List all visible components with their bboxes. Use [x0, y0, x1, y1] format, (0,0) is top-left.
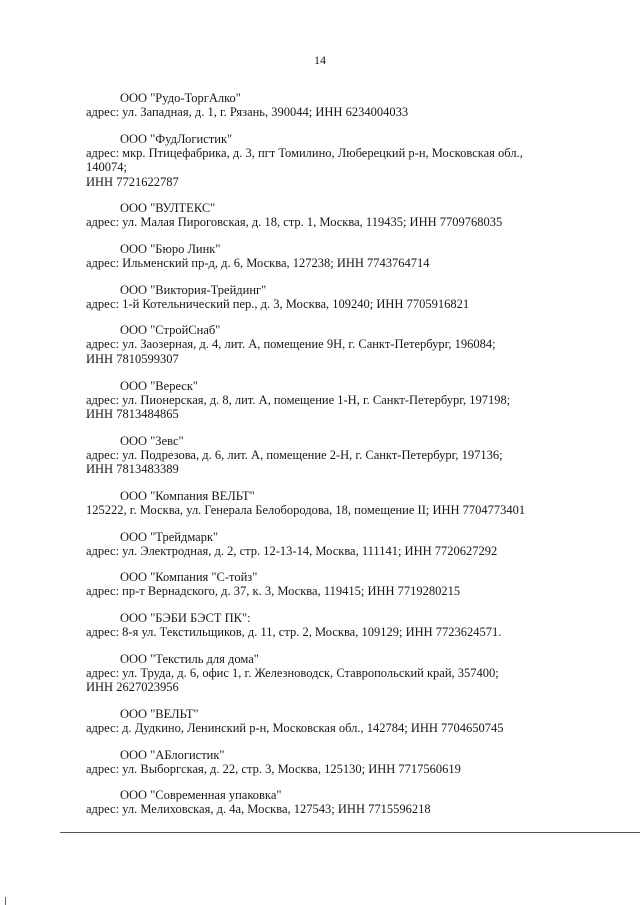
address-line: адрес: Ильменский пр-д, д. 6, Москва, 127238; ИНН 7743764714 — [86, 256, 430, 271]
company-name: ООО "Текстиль для дома" — [120, 651, 259, 666]
address-line: адрес: 8-я ул. Текстильщиков, д. 11, стр. 2, Москва, 109129; ИНН 7723624571. — [86, 625, 502, 640]
company-name: ООО "Компания "С-тойз" — [120, 570, 258, 585]
company-name: ООО "Вереск" — [120, 378, 199, 393]
page-number: 14 — [314, 53, 326, 67]
address-line: адрес: ул. Труда, д. 6, офис 1, г. Железноводск, Ставропольский край, 357400; — [86, 665, 499, 680]
address-line: адрес: 1-й Котельнический пер., д. 3, Москва, 109240; ИНН 7705916821 — [86, 296, 470, 311]
inn-line: ИНН 7813483389 — [86, 462, 179, 477]
company-name: ООО "Трейдмарк" — [120, 529, 219, 544]
address-line: адрес: ул. Пионерская, д. 8, лит. А, помещение 1-Н, г. Санкт-Петербург, 197198; — [86, 392, 511, 407]
company-entry — [86, 283, 606, 312]
company-entry — [86, 132, 606, 190]
address-line: адрес: ул. Подрезова, д. 6, лит. А, помещение 2-Н, г. Санкт-Петербург, 197136; — [86, 447, 503, 462]
address-line: адрес: ул. Мелиховская, д. 4а, Москва, 127543; ИНН 7715596218 — [86, 802, 431, 817]
company-entry — [86, 201, 606, 230]
company-entry — [86, 242, 606, 271]
company-entry — [86, 788, 606, 817]
address-line: адрес: ул. Электродная, д. 2, стр. 12-13-14, Москва, 111141; ИНН 7720627292 — [86, 543, 498, 558]
company-entry — [86, 91, 606, 120]
company-entry — [86, 434, 606, 477]
inn-line: ИНН 2627023956 — [86, 680, 179, 695]
footer-divider — [60, 832, 640, 833]
address-line: адрес: ул. Западная, д. 1, г. Рязань, 390044; ИНН 6234004033 — [86, 105, 409, 119]
address-line: адрес: ул. Малая Пироговская, д. 18, стр. 1, Москва, 119435; ИНН 7709768035 — [86, 215, 503, 230]
company-entry — [86, 570, 606, 599]
company-name: ООО "СтройСнаб" — [120, 323, 221, 338]
company-entry — [86, 748, 606, 777]
address-line: адрес: пр-т Вернадского, д. 37, к. 3, Москва, 119415; ИНН 7719280215 — [86, 584, 461, 599]
company-entry — [86, 707, 606, 736]
company-name: ООО "Бюро Линк" — [120, 242, 221, 257]
company-name: ООО "ФудЛогистик" — [120, 131, 233, 146]
company-entry — [86, 652, 606, 695]
company-name: ООО "ВУЛТЕКС" — [120, 201, 216, 216]
company-name: ООО "БЭБИ БЭСТ ПК": — [120, 611, 251, 626]
company-entry — [86, 530, 606, 559]
company-name: ООО "Современная упаковка" — [120, 788, 282, 803]
company-name: ООО "Виктория-Трейдинг" — [120, 282, 267, 297]
inn-line: ИНН 7813484865 — [86, 407, 179, 422]
company-name: ООО "Рудо-ТоргАлко" — [120, 91, 241, 105]
address-line: адрес: ул. Выборгская, д. 22, стр. 3, Москва, 125130; ИНН 7717560619 — [86, 761, 461, 776]
address-line: 140074; — [86, 160, 127, 175]
company-entry — [86, 323, 606, 366]
address-line: 125222, г. Москва, ул. Генерала Белобородова, 18, помещение II; ИНН 7704773401 — [86, 503, 526, 517]
company-entry — [86, 611, 606, 640]
company-name: ООО "АБлогистик" — [120, 747, 225, 762]
company-name: ООО "Компания ВЕЛЬТ" — [120, 489, 255, 503]
company-list — [86, 91, 606, 829]
inn-line: ИНН 7810599307 — [86, 351, 179, 366]
address-line: адрес: д. Дудкино, Ленинский р-н, Московская обл., 142784; ИНН 7704650745 — [86, 720, 504, 735]
company-entry — [86, 379, 606, 422]
company-name: ООО "Зевс" — [120, 433, 184, 448]
scan-mark — [5, 897, 6, 905]
inn-line: ИНН 7721622787 — [86, 174, 179, 189]
address-line: адрес: мкр. Птицефабрика, д. 3, пгт Томилино, Люберецкий р-н, Московская обл., — [86, 145, 523, 160]
company-name: ООО "ВЕЛЬТ" — [120, 706, 199, 721]
company-entry — [86, 489, 606, 518]
address-line: адрес: ул. Заозерная, д. 4, лит. А, помещение 9Н, г. Санкт-Петербург, 196084; — [86, 337, 496, 352]
